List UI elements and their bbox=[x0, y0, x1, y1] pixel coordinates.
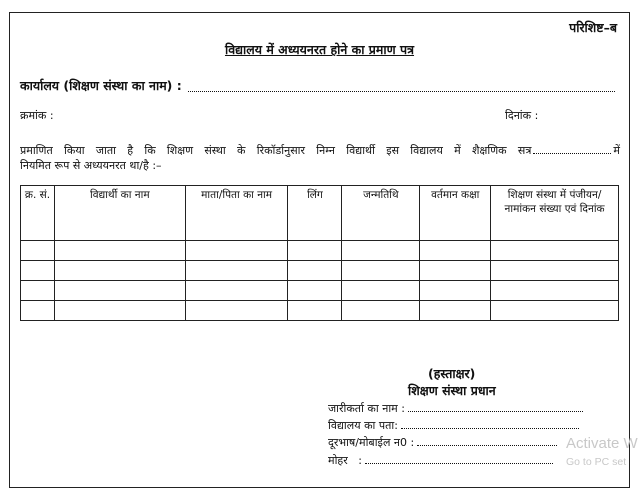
serial-label: क्रमांक : bbox=[20, 109, 54, 122]
certificate-page bbox=[9, 12, 630, 488]
table-header-row bbox=[21, 186, 619, 241]
activation-watermark-subtitle: Go to PC set bbox=[566, 456, 627, 468]
issuer-name-field: जारीकर्ता का नाम : bbox=[328, 401, 583, 416]
student-table bbox=[20, 185, 619, 321]
signature-label: (हस्ताक्षर) bbox=[428, 366, 476, 381]
activation-watermark-title: Activate W bbox=[566, 435, 638, 452]
school-address-field: विद्यालय का पता: bbox=[328, 418, 579, 433]
office-name-line bbox=[188, 91, 615, 92]
table-row bbox=[21, 261, 619, 281]
certification-line-2: नियमित रूप से अध्ययनरत था/है :– bbox=[20, 159, 162, 172]
header-parent-name: माता/पिता का नाम bbox=[185, 186, 288, 241]
table-row bbox=[21, 281, 619, 301]
header-current-class: वर्तमान कक्षा bbox=[420, 186, 491, 241]
office-label: कार्यालय (शिक्षण संस्था का नाम) : bbox=[20, 78, 182, 93]
session-blank bbox=[533, 153, 611, 154]
signatory-designation: शिक्षण संस्था प्रधान bbox=[408, 383, 496, 398]
header-enrollment: शिक्षण संस्था में पंजीयन/नामांकन संख्या एवं दिनांक bbox=[491, 186, 619, 241]
table-row bbox=[21, 241, 619, 261]
header-gender: लिंग bbox=[288, 186, 342, 241]
header-dob: जन्मतिथि bbox=[342, 186, 420, 241]
date-label: दिनांक : bbox=[505, 109, 539, 122]
header-student-name: विद्यार्थी का नाम bbox=[54, 186, 185, 241]
certification-paragraph bbox=[20, 143, 620, 173]
certification-line-1: प्रमाणित किया जाता है कि शिक्षण संस्था के रिकॉर्डानुसार निम्न विद्यार्थी इस विद्यालय में शैक्षणिक सत्र में bbox=[20, 144, 620, 157]
seal-field: मोहर : bbox=[328, 453, 553, 468]
header-serial: क्र. सं. bbox=[21, 186, 55, 241]
table-row bbox=[21, 301, 619, 321]
annexure-label: परिशिष्ट–ब bbox=[569, 20, 617, 35]
document-title: विद्यालय में अध्ययनरत होने का प्रमाण पत्र bbox=[224, 42, 415, 57]
phone-field: दूरभाष/मोबाईल न0 : bbox=[328, 435, 557, 450]
